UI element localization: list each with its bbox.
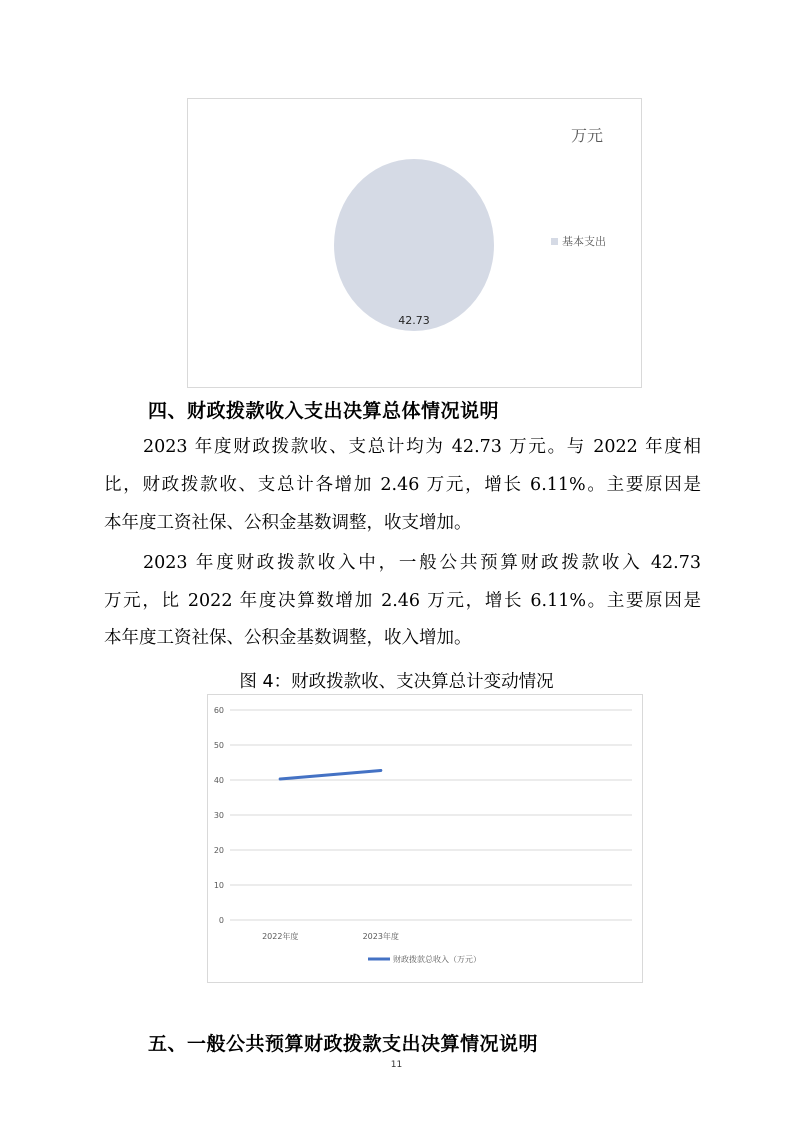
section-4-heading: 四、财政拨款收入支出决算总体情况说明 bbox=[148, 400, 500, 422]
paragraph-1-line-2: 比，财政拨款收、支总计各增加 2.46 万元，增长 6.11%。主要原因是 bbox=[104, 475, 701, 495]
pie-data-label: 42.73 bbox=[398, 314, 430, 327]
paragraph-2-line-1: 2023 年度财政拨款收入中，一般公共预算财政拨款收入 42.73 bbox=[143, 553, 701, 573]
x-tick-label: 2022年度 bbox=[262, 932, 299, 941]
paragraph-1-line-1: 2023 年度财政拨款收、支总计均为 42.73 万元。与 2022 年度相 bbox=[143, 437, 701, 457]
line-chart-svg bbox=[208, 695, 642, 982]
pie-legend-label: 基本支出 bbox=[562, 235, 606, 248]
page-number: 11 bbox=[390, 1060, 403, 1070]
pie-chart bbox=[187, 98, 642, 388]
y-tick-label: 20 bbox=[213, 846, 224, 855]
y-tick-label: 30 bbox=[213, 811, 224, 820]
y-tick-label: 0 bbox=[218, 916, 224, 925]
pie-legend bbox=[551, 233, 606, 249]
paragraph-2-line-3: 本年度工资社保、公积金基数调整，收入增加。 bbox=[104, 628, 472, 648]
legend-swatch bbox=[551, 238, 558, 245]
data-point bbox=[379, 769, 382, 772]
series-line bbox=[280, 770, 381, 779]
pie-unit-title: 万元 bbox=[571, 126, 604, 145]
y-tick-label: 50 bbox=[213, 741, 224, 750]
y-tick-label: 10 bbox=[213, 881, 224, 890]
legend-label: 财政拨款总收入（万元） bbox=[393, 955, 481, 964]
data-point bbox=[279, 778, 282, 781]
y-tick-label: 60 bbox=[213, 706, 224, 715]
paragraph-1-line-3: 本年度工资社保、公积金基数调整，收支增加。 bbox=[104, 513, 472, 533]
line-chart bbox=[207, 694, 643, 983]
y-tick-label: 40 bbox=[213, 776, 224, 785]
figure-4-caption: 图 4：财政拨款收、支决算总计变动情况 bbox=[239, 672, 554, 692]
x-tick-label: 2023年度 bbox=[362, 932, 399, 941]
section-5-heading: 五、一般公共预算财政拨款支出决算情况说明 bbox=[148, 1033, 539, 1055]
paragraph-2-line-2: 万元，比 2022 年度决算数增加 2.46 万元，增长 6.11%。主要原因是 bbox=[104, 591, 701, 611]
pie-slice-basic-expenditure bbox=[334, 159, 494, 331]
